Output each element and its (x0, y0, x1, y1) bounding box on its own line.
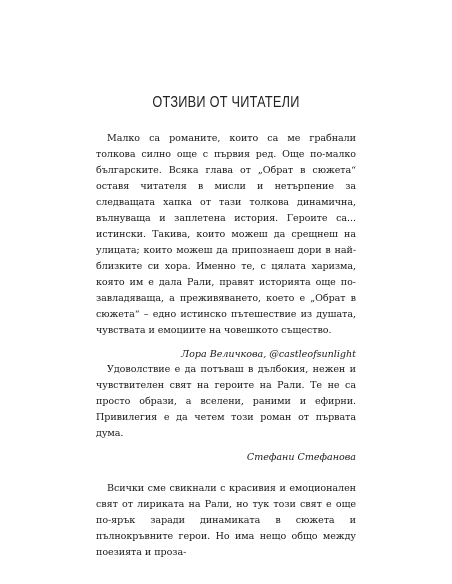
review-2-text: Удоволствие е да потъваш в дълбокия, нежен и чувствителен свят на героите на Рали. Те не са просто образи, а вселени, раними и ефирни. Привилегия е да четем този роман от първата дума. (96, 364, 356, 439)
review-1 (96, 131, 356, 363)
review-3-text: Всички сме свикнали с красивия и емоционален свят от лириката на Рали, но тук този свят е още по-ярък заради динамиката в сюжета и пълнокръвните герои. Но има нещо общо между поезията и проза- (96, 483, 356, 558)
review-1-author: Лора Величкова, @castleofsunlight (181, 349, 356, 360)
section-title: ОТЗИВИ ОТ ЧИТАТЕЛИ (152, 94, 300, 111)
review-3 (96, 481, 356, 561)
review-1-text: Малко са романите, които са ме грабнали толкова силно още с първия ред. Още по-малко българските. Всяка глава от „Обрат в сюжета“ оставя читателя в мисли и нетърпение за следващата хапка от тази толкова динамична, вълнуваща и заплетена история. Героите са... истински. Такива, които можеш да срещнеш на улицата; които можеш да припознаеш дори в най-близките си хора. Именно те, с цялата харизма, която им е дала Рали, правят историята още по-завладяваща, а преживяването, което е „Обрат в сюжета“ – едно истинско пътешествие из душата, чувствата и емоциите на човешкото същество. (96, 133, 356, 336)
review-2-author: Стефани Стефанова (246, 452, 356, 463)
review-2 (96, 362, 356, 466)
